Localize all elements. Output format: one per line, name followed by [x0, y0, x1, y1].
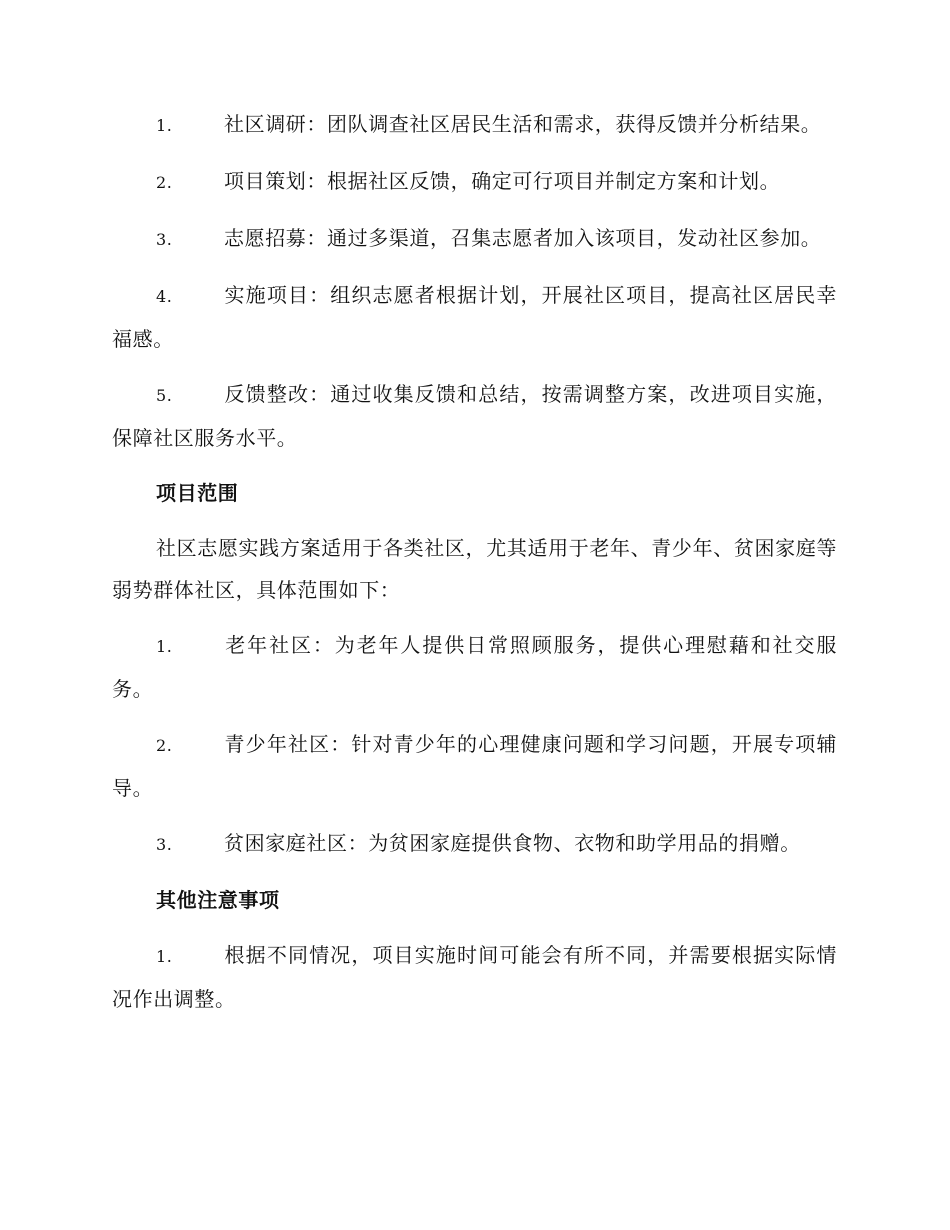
- list-item: [112, 103, 837, 147]
- list-text: 社区调研：团队调查社区居民生活和需求，获得反馈并分析结果。: [224, 112, 822, 136]
- list-number: 2.: [156, 173, 173, 192]
- list-item: [112, 274, 837, 360]
- list-number: 1.: [156, 116, 173, 135]
- list-item: [112, 217, 837, 261]
- section-heading-notes: 其他注意事项: [156, 888, 280, 912]
- list-item: [112, 723, 837, 809]
- list-text: 志愿招募：通过多渠道，召集志愿者加入该项目，发动社区参加。: [224, 226, 822, 250]
- list-text: 贫困家庭社区：为贫困家庭提供食物、衣物和助学用品的捐赠。: [224, 831, 801, 855]
- list-text: 老年社区：为老年人提供日常照顾服务，提供心理慰藉和社交服务。: [112, 633, 837, 701]
- list-number: 5.: [156, 386, 173, 405]
- list-item: [112, 160, 837, 204]
- list-number: 3.: [156, 835, 173, 854]
- list-item: [112, 934, 837, 1020]
- section-heading-scope: 项目范围: [156, 481, 239, 505]
- scope-intro-paragraph: 社区志愿实践方案适用于各类社区，尤其适用于老年、青少年、贫困家庭等弱势群体社区，具体范围如下：: [112, 536, 837, 602]
- list-item: [112, 373, 837, 459]
- list-item: [112, 624, 837, 710]
- list-text: 青少年社区：针对青少年的心理健康问题和学习问题，开展专项辅导。: [112, 732, 837, 800]
- list-text: 实施项目：组织志愿者根据计划，开展社区项目，提高社区居民幸福感。: [112, 283, 837, 351]
- document-page: [112, 103, 837, 1033]
- list-number: 2.: [156, 736, 173, 755]
- list-text: 根据不同情况，项目实施时间可能会有所不同，并需要根据实际情况作出调整。: [112, 943, 837, 1011]
- list-number: 1.: [156, 947, 173, 966]
- list-number: 1.: [156, 637, 173, 656]
- list-number: 4.: [156, 287, 173, 306]
- list-text: 项目策划：根据社区反馈，确定可行项目并制定方案和计划。: [224, 169, 781, 193]
- list-number: 3.: [156, 230, 173, 249]
- list-text: 反馈整改：通过收集反馈和总结，按需调整方案，改进项目实施，保障社区服务水平。: [112, 382, 837, 450]
- list-item: [112, 822, 837, 866]
